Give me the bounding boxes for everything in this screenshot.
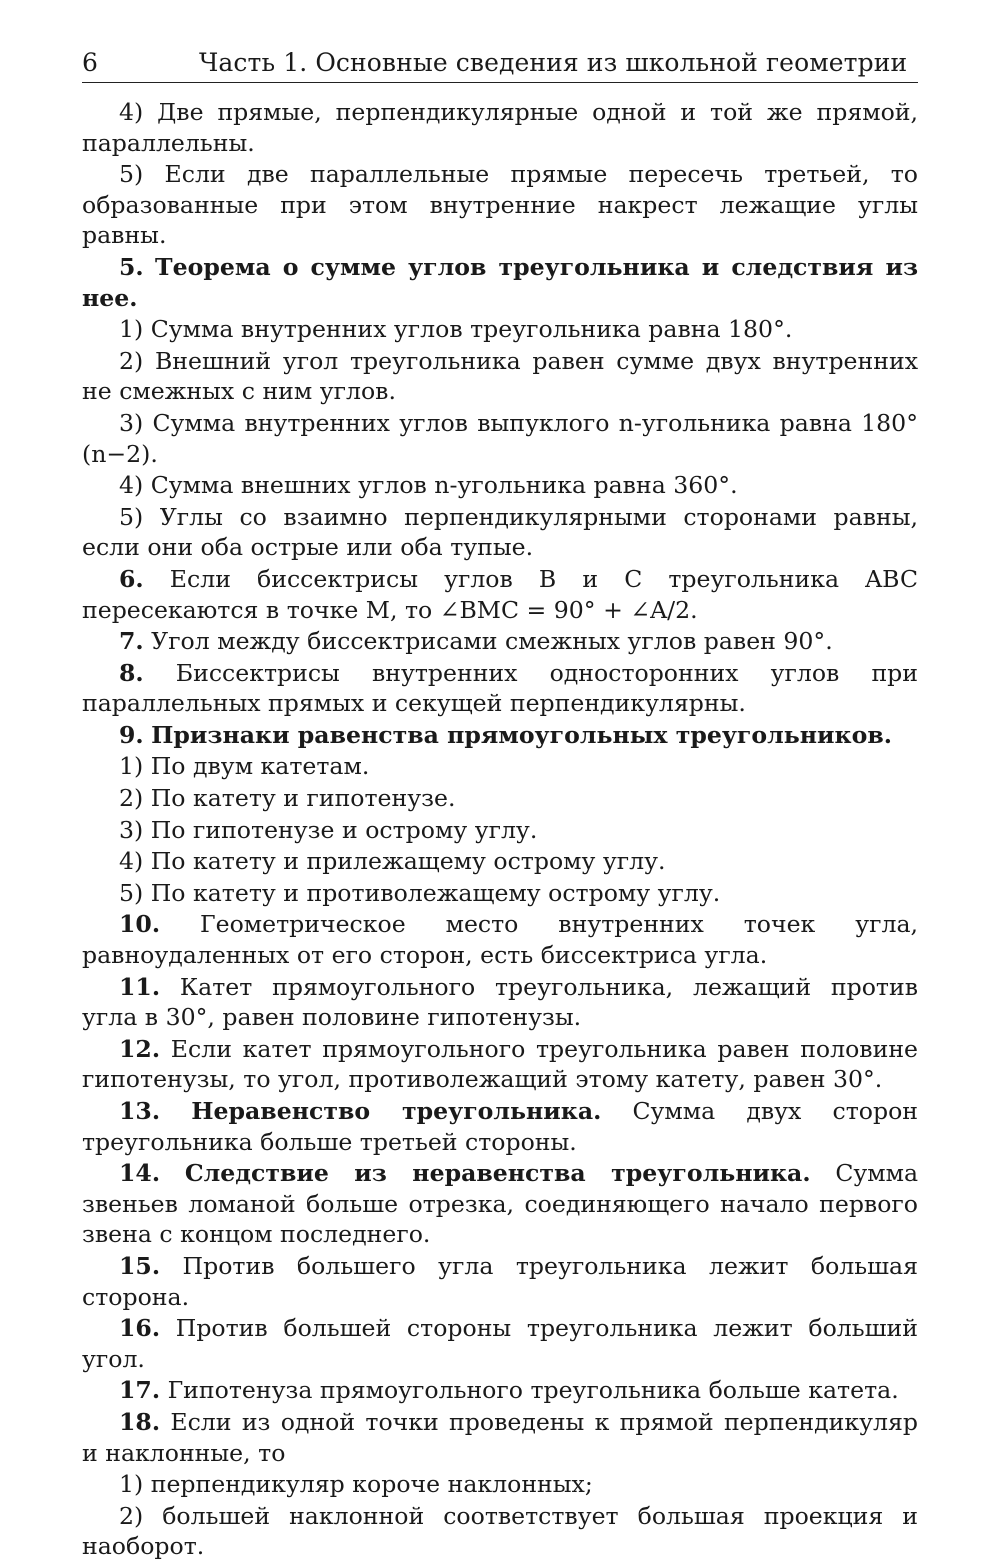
paragraph	[82, 1501, 918, 1562]
paragraph-text: 4) Сумма внешних углов n-угольника равна 360°.	[119, 471, 738, 500]
running-header	[82, 46, 918, 83]
item-number: 8.	[119, 658, 144, 687]
paragraph-text: 5) Если две параллельные прямые пересечь третьей, то образованные при этом внутренние накрест лежащие углы равны.	[82, 160, 918, 250]
paragraph-text: 2) большей наклонной соответствует большая проекция и наоборот.	[82, 1501, 918, 1561]
paragraph	[82, 408, 918, 469]
numbered-item	[82, 1407, 918, 1468]
item-number: 12.	[119, 1034, 161, 1063]
paragraph	[82, 502, 918, 563]
numbered-item	[82, 564, 918, 625]
bold-heading: Неравенство треугольника.	[191, 1097, 602, 1125]
item-number: 14.	[119, 1159, 161, 1188]
paragraph	[82, 470, 918, 501]
paragraph-text: 4) Две прямые, перпендикулярные одной и той же прямой, параллельны.	[82, 98, 918, 157]
section-heading	[82, 720, 918, 751]
paragraph-text: 5) По катету и противолежащему острому углу.	[119, 878, 721, 907]
item-number: 15.	[119, 1251, 161, 1280]
paragraph-text: Сумма двух сторон треугольника больше третьей стороны.	[82, 1097, 919, 1156]
running-title: Часть 1. Основные сведения из школьной геометрии	[199, 48, 908, 77]
paragraph	[82, 878, 918, 909]
paragraph-text: 1) По двум катетам.	[119, 752, 370, 781]
numbered-item	[82, 1034, 918, 1095]
paragraph-text: Геометрическое место внутренних точек угла, равноудаленных от его сторон, есть биссектриса угла.	[82, 910, 919, 970]
item-number: 6.	[119, 564, 144, 593]
page-number: 6	[82, 48, 98, 77]
paragraph-text: 3) По гипотенузе и острому углу.	[119, 815, 538, 844]
numbered-item	[82, 1313, 918, 1374]
paragraph-text: Сумма звеньев ломаной больше отрезка, соединяющего начало первого звена с концом последнего.	[82, 1159, 919, 1249]
numbered-item	[82, 1158, 918, 1250]
item-number: 11.	[119, 972, 161, 1001]
paragraph-text: 4) По катету и прилежащему острому углу.	[119, 847, 666, 876]
section-heading	[82, 252, 918, 313]
paragraph	[82, 346, 918, 407]
paragraph-text: Против большего угла треугольника лежит большая сторона.	[82, 1251, 919, 1311]
paragraph-text: 1) Сумма внутренних углов треугольника равна 180°.	[119, 315, 793, 344]
paragraph-text: 5) Углы со взаимно перпендикулярными сторонами равны, если они оба острые или оба тупые.	[82, 502, 918, 562]
paragraph-text: Если катет прямоугольного треугольника равен половине гипотенузы, то угол, противолежащий этому катету, равен 30°.	[82, 1034, 919, 1094]
paragraph	[82, 751, 918, 782]
numbered-item	[82, 972, 918, 1033]
numbered-item	[82, 658, 918, 719]
bold-heading: Следствие из неравенства треугольника.	[184, 1159, 811, 1188]
item-number: 17.	[119, 1376, 161, 1405]
item-number: 16.	[119, 1314, 161, 1343]
numbered-item	[82, 1096, 918, 1157]
bold-heading: Признаки равенства прямоугольных треугольников.	[151, 720, 892, 749]
paragraph-text: Гипотенуза прямоугольного треугольника больше катета.	[167, 1376, 899, 1405]
paragraph	[82, 159, 918, 251]
paragraph	[82, 314, 918, 345]
paragraph	[82, 815, 918, 846]
item-number: 18.	[119, 1407, 161, 1436]
item-number: 9.	[119, 720, 144, 749]
paragraph-text: Катет прямоугольного треугольника, лежащий против угла в 30°, равен половине гипотенузы.	[82, 972, 918, 1032]
paragraph-text: Угол между биссектрисами смежных углов равен 90°.	[151, 627, 833, 656]
paragraph-text: Если из одной точки проведены к прямой перпендикуляр и наклонные, то	[82, 1407, 919, 1467]
numbered-item	[82, 1375, 918, 1406]
bold-heading: Теорема о сумме углов треугольника и следствия из нее.	[82, 252, 918, 312]
numbered-item	[82, 909, 918, 970]
paragraph	[82, 846, 918, 877]
page-body	[82, 97, 918, 1562]
paragraph-text: 2) Внешний угол треугольника равен сумме двух внутренних не смежных с ним углов.	[82, 346, 918, 406]
numbered-item	[82, 626, 918, 657]
item-number: 13.	[119, 1097, 161, 1125]
item-number: 7.	[119, 627, 144, 656]
paragraph-text: 2) По катету и гипотенузе.	[119, 784, 456, 813]
paragraph-text: Если биссектрисы углов B и C треугольника ABC пересекаются в точке M, то ∠BMC = 90° + ∠A/2.	[82, 564, 918, 624]
paragraph-text: 3) Сумма внутренних углов выпуклого n-угольника равна 180°(n−2).	[82, 408, 918, 468]
paragraph	[82, 1469, 918, 1500]
paragraph	[82, 97, 918, 158]
paragraph-text: Биссектрисы внутренних односторонних углов при параллельных прямых и секущей перпендикулярны.	[82, 658, 918, 718]
paragraph-text: 1) перпендикуляр короче наклонных;	[119, 1470, 593, 1499]
item-number: 10.	[119, 910, 161, 939]
item-number: 5.	[119, 252, 144, 281]
paragraph-text: Против большей стороны треугольника лежит больший угол.	[82, 1314, 918, 1373]
numbered-item	[82, 1251, 918, 1312]
paragraph	[82, 783, 918, 814]
